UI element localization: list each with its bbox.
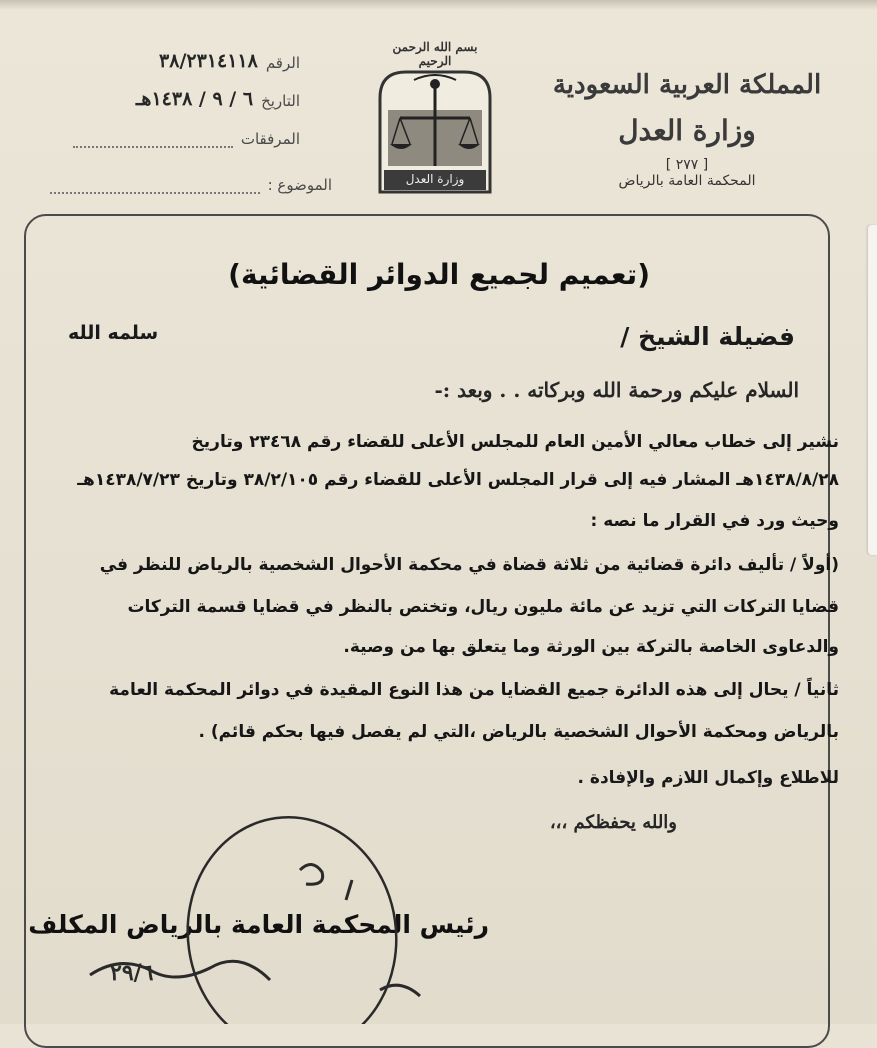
signer-title: رئيس المحكمة العامة بالرياض المكلف bbox=[28, 910, 489, 939]
attachments-row bbox=[73, 118, 300, 148]
closing-line: للاطلاع وإكمال اللازم والإفادة . bbox=[577, 768, 839, 788]
paragraph-line: بالرياض ومحكمة الأحوال الشخصية بالرياض ،التي لم يفصل فيها بحكم قائم) . bbox=[198, 722, 839, 742]
blessing-line: والله يحفظكم ،،، bbox=[549, 812, 677, 833]
paragraph-line: ١٤٣٨/٨/٢٨هـ المشار فيه إلى قرار المجلس الأعلى للقضاء رقم ٣٨/٢/١٠٥ وتاريخ ١٤٣٨/٧/٢٣هـ bbox=[77, 470, 839, 490]
reference-block bbox=[30, 40, 332, 200]
subject-dots bbox=[50, 174, 260, 194]
ministry-name: وزارة العدل bbox=[618, 114, 756, 147]
paragraph-line: ثانياً / يحال إلى هذه الدائرة جميع القضايا من هذا النوع المقيدة في دوائر المحكمة العامة bbox=[109, 680, 839, 700]
court-number: [ ٢٧٧ ] bbox=[665, 157, 709, 173]
signature-note: ٢٩/٦ bbox=[110, 960, 154, 986]
court-name: المحكمة العامة بالرياض bbox=[618, 173, 756, 189]
letter-title: (تعميم لجميع الدوائر القضائية) bbox=[228, 258, 650, 291]
scrollbar[interactable] bbox=[868, 225, 877, 555]
date-label: التاريخ bbox=[261, 92, 300, 110]
paragraph-line: وحيث ورد في القرار ما نصه : bbox=[590, 511, 839, 531]
ministry-emblem bbox=[376, 40, 494, 200]
paragraph-line: قضايا التركات التي تزيد عن مائة مليون ريال، وتختص بالنظر في قضايا قسمة التركات bbox=[127, 597, 839, 617]
kingdom-name: المملكة العربية السعودية bbox=[552, 70, 822, 100]
paragraph-line: (أولاً / تأليف دائرة قضائية من ثلاثة قضاة في محكمة الأحوال الشخصية بالرياض للنظر في bbox=[99, 555, 839, 575]
subject-row bbox=[50, 164, 332, 194]
date-value: ٦ / ٩ / ١٤٣٨هـ bbox=[135, 88, 254, 110]
ref-number-label: الرقم bbox=[265, 54, 300, 72]
subject-label: الموضوع : bbox=[267, 176, 332, 194]
addressee-suffix: سلمه الله bbox=[68, 322, 159, 344]
date-row bbox=[136, 80, 300, 110]
paragraph-line: نشير إلى خطاب معالي الأمين العام للمجلس الأعلى للقضاء رقم ٢٣٤٦٨ وتاريخ bbox=[191, 432, 839, 452]
attachments-label: المرفقات bbox=[240, 130, 300, 148]
attachments-dots bbox=[73, 128, 233, 148]
emblem-caption: وزارة العدل bbox=[405, 172, 465, 186]
top-shadow bbox=[0, 0, 877, 10]
ref-number-row bbox=[159, 42, 300, 72]
basmala: بسم الله الرحمن الرحيم bbox=[392, 40, 478, 68]
addressee: فضيلة الشيخ / bbox=[620, 322, 795, 351]
ref-number-value: ٣٨/٢٣١٤١١٨ bbox=[159, 50, 258, 72]
ministry-header bbox=[547, 70, 827, 189]
greeting: السلام عليكم ورحمة الله وبركاته . . وبعد :- bbox=[434, 378, 799, 402]
paragraph-line: والدعاوى الخاصة بالتركة بين الورثة وما يتعلق بها من وصية. bbox=[343, 637, 839, 657]
